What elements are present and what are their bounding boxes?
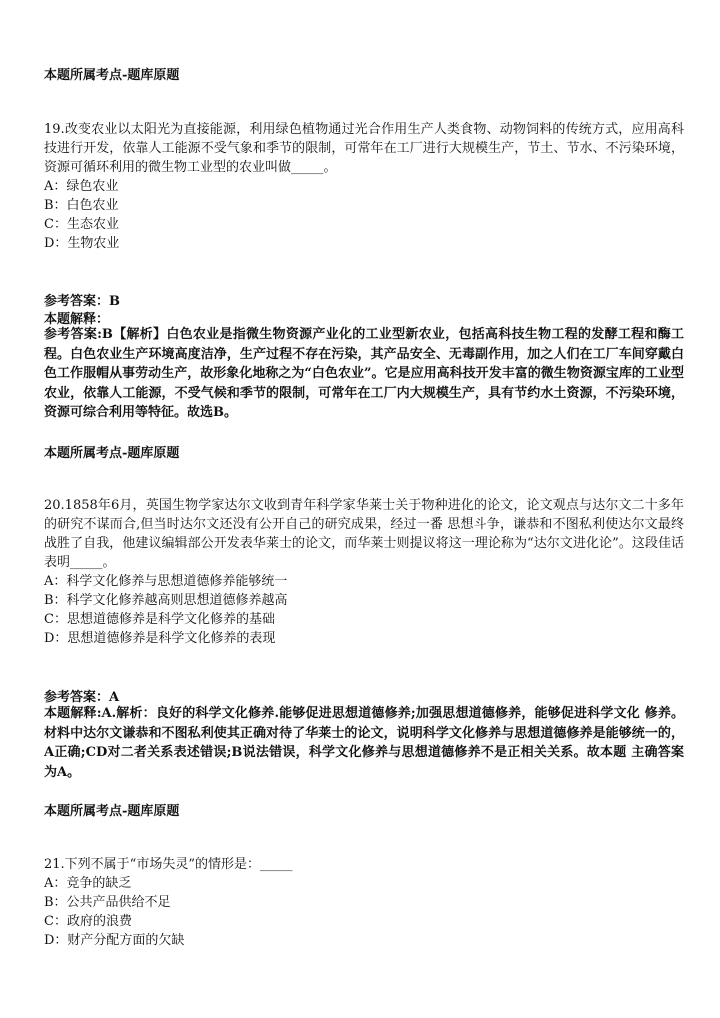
analysis-19: 参考答案:B【解析】白色农业是指微生物资源产业化的工业型新农业，包括高科技生物工程的发酵工程和酶工程。白色农业生产环境高度洁净，生产过程不存在污染，其产品安全、无毒副作用，加之人们在工厂车间穿戴白色工作服帽从事劳动生产，故形象化地称之为“白色农业”。它是应用高科技开发丰富的微生物资源宝库的工业型农业，依靠人工能源，不受气候和季节的限制，可常年在工厂内大规模生产，具有节约水土资源，不污染环境，资源可综合利用等特征。故选B。 xyxy=(44,327,684,420)
analysis-title-19: 本题解释： xyxy=(44,312,110,327)
option-c: C：思想道德修养是科学文化修养的基础 xyxy=(44,612,275,627)
section-title-2: 本题所属考点-题库原题 xyxy=(44,446,180,461)
option-b: B：公共产品供给不足 xyxy=(44,895,171,910)
analysis-20: 本题解释:A.解析：良好的科学文化修养.能够促进思想道德修养;加强思想道德修养，能够促进科学文化 修养。材料中达尔文谦恭和不图私利使其正确对待了华莱士的论文，说明科学文化修养与思想道德修养是能够统一的，A正确;CD对二者关系表述错误;B说法错误，科学文化修养与思想道德修养不是正相关关系。故本题 主确答案为A。 xyxy=(44,706,684,780)
option-b: B：白色农业 xyxy=(44,198,119,213)
option-a: A：绿色农业 xyxy=(44,179,119,194)
option-d: D：财产分配方面的欠缺 xyxy=(44,933,185,948)
question-21-options xyxy=(44,874,684,950)
option-d: D：思想道德修养是科学文化修养的表现 xyxy=(44,631,276,646)
section-title-1: 本题所属考点-题库原题 xyxy=(44,68,180,83)
option-a: A：科学文化修养与思想道德修养能够统一 xyxy=(44,574,288,589)
option-d: D：生物农业 xyxy=(44,236,120,251)
answer-19: 参考答案：B xyxy=(44,294,120,309)
option-c: C：政府的浪费 xyxy=(44,914,132,929)
question-19-options xyxy=(44,177,684,253)
question-20-options xyxy=(44,572,684,648)
section-title-3: 本题所属考点-题库原题 xyxy=(44,804,180,819)
answer-20: 参考答案：A xyxy=(44,690,120,705)
option-a: A：竞争的缺乏 xyxy=(44,876,132,891)
question-21-stem: 21.下列不属于“市场失灵”的情形是：_____ xyxy=(44,857,293,872)
option-c: C：生态农业 xyxy=(44,217,119,232)
option-b: B：科学文化修养越高则思想道德修养越高 xyxy=(44,593,288,608)
question-20-stem: 20.1858年6月，英国生物学家达尔文收到青年科学家华莱士关于物种进化的论文，论文观点与达尔文二十多年的研究不谋而合,但当时达尔文还没有公开自己的研究成果，经过一番 思想斗争，谦恭和不图私利使达尔文最终战胜了自我，他建议编辑部公开发表华莱士的论文，而华莱士则提议将这一理论称为“达尔文进化论”。这段佳话表明_____。 xyxy=(44,498,684,570)
question-19-stem: 19.改变农业以太阳光为直接能源，利用绿色植物通过光合作用生产人类食物、动物饲料的传统方式，应用高科技进行开发，依靠人工能源不受气象和季节的限制，可常年在工厂进行大规模生产，节土、节水、不污染环境，资源可循环利用的微生物工业型的农业叫做_____。 xyxy=(44,122,684,175)
